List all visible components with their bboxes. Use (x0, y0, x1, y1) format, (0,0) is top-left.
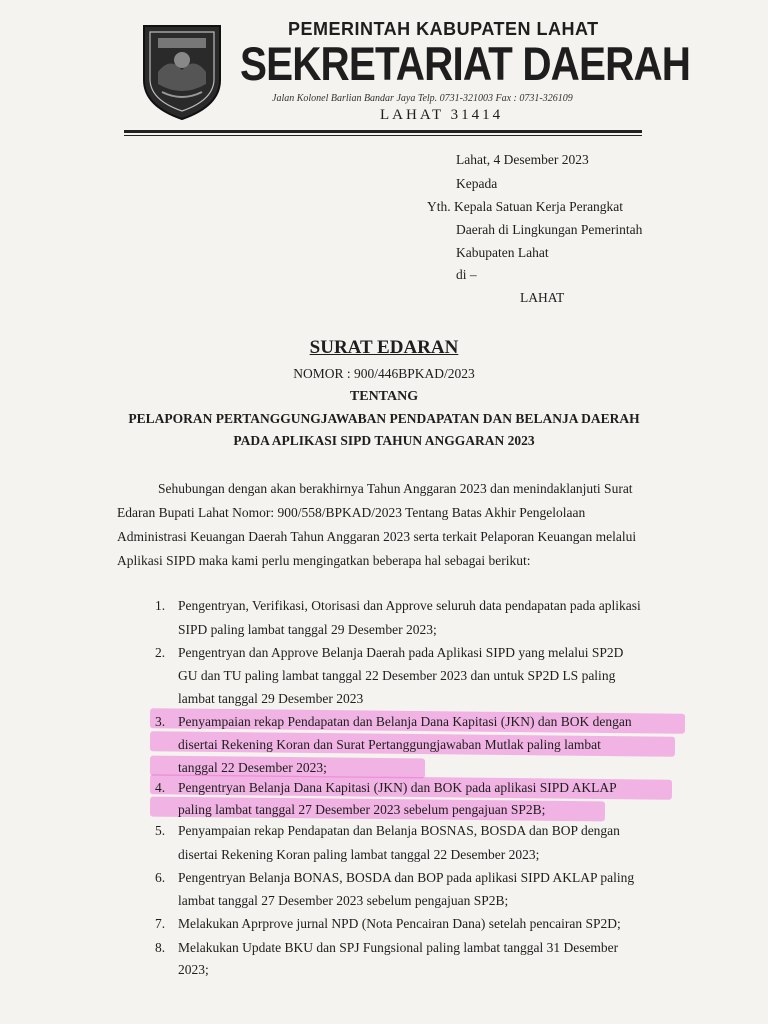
item-5-number: 5. (155, 823, 166, 838)
intro-line-1: Sehubungan dengan akan berakhirnya Tahun Anggaran 2023 dan menindaklanjuti Surat (158, 481, 633, 496)
item-4-line-1: Pengentryan Belanja Dana Kapitasi (JKN) dan BOK pada aplikasi SIPD AKLAP (178, 780, 617, 795)
document-type-text: SURAT EDARAN (309, 337, 459, 358)
document-type-title (0, 337, 768, 359)
item-6-line-2: lambat tanggal 27 Desember 2023 sebelum pengajuan SP2B; (178, 893, 509, 908)
item-7-line-1: Melakukan Aprprove jurnal NPD (Nota Pencairan Dana) setelah pencairan SP2D; (178, 916, 621, 931)
letterhead-rule-thin (124, 135, 642, 136)
city-postal-code: LAHAT 31414 (380, 107, 504, 123)
item-8-line-1: Melakukan Update BKU dan SPJ Fungsional paling lambat tanggal 31 Desember (178, 940, 619, 955)
item-3-number: 3. (155, 714, 166, 729)
item-4-number: 4. (155, 780, 166, 795)
subject-line-2: PADA APLIKASI SIPD TAHUN ANGGARAN 2023 (233, 433, 535, 448)
letterhead-rule-thick (124, 130, 642, 133)
item-1-line-1: Pengentryan, Verifikasi, Otorisasi dan Approve seluruh data pendapatan pada aplikasi (178, 598, 641, 613)
item-4-line-2: paling lambat tanggal 27 Desember 2023 sebelum pengajuan SP2B; (178, 802, 546, 817)
item-3-line-2: disertai Rekening Koran dan Surat Pertanggungjawaban Mutlak paling lambat (178, 737, 601, 752)
intro-line-2: Edaran Bupati Lahat Nomor: 900/558/BPKAD/2023 Tentang Batas Akhir Pengelolaan (117, 505, 586, 520)
item-5-line-1: Penyampaian rekap Pendapatan dan Belanja BOSNAS, BOSDA dan BOP dengan (178, 823, 620, 838)
addressee-line-3: Kabupaten Lahat (456, 245, 549, 260)
tentang-heading: TENTANG (349, 389, 419, 404)
item-8-line-2: 2023; (178, 962, 209, 977)
place-date: Lahat, 4 Desember 2023 (456, 152, 589, 167)
item-3-line-3: tanggal 22 Desember 2023; (178, 760, 327, 775)
addressee-di: di – (456, 267, 477, 282)
item-2-number: 2. (155, 645, 166, 660)
document-number: NOMOR : 900/446BPKAD/2023 (293, 366, 475, 381)
office-address: Jalan Kolonel Barlian Bandar Jaya Telp. 0731-321003 Fax : 0731-326109 (272, 93, 573, 104)
kepada-label: Kepada (456, 176, 498, 191)
item-2-line-2: GU dan TU paling lambat tanggal 22 Desember 2023 dan untuk SP2D LS paling (178, 668, 616, 683)
regency-emblem-icon (140, 22, 224, 122)
item-5-line-2: disertai Rekening Koran paling lambat tanggal 22 Desember 2023; (178, 847, 540, 862)
item-7-number: 7. (155, 916, 166, 931)
item-2-line-1: Pengentryan dan Approve Belanja Daerah pada Aplikasi SIPD yang melalui SP2D (178, 645, 624, 660)
office-name: SEKRETARIAT DAERAH (240, 37, 691, 90)
addressee-line-2: Daerah di Lingkungan Pemerintah (456, 222, 643, 237)
addressee-line-1: Yth. Kepala Satuan Kerja Perangkat (427, 199, 624, 214)
item-2-line-3: lambat tanggal 29 Desember 2023 (178, 691, 364, 706)
intro-line-3: Administrasi Keuangan Daerah Tahun Anggaran 2023 serta terkait Pelaporan Keuangan melalui (117, 529, 637, 544)
item-6-number: 6. (155, 870, 166, 885)
item-6-line-1: Pengentryan Belanja BONAS, BOSDA dan BOP pada aplikasi SIPD AKLAP paling (178, 870, 635, 885)
government-name: PEMERINTAH KABUPATEN LAHAT (288, 19, 599, 39)
item-3-line-1: Penyampaian rekap Pendapatan dan Belanja Dana Kapitasi (JKN) dan BOK dengan (178, 714, 632, 729)
item-1-number: 1. (155, 598, 166, 613)
intro-line-4: Aplikasi SIPD maka kami perlu mengingatkan beberapa hal sebagai berikut: (117, 553, 531, 568)
subject-line-1: PELAPORAN PERTANGGUNGJAWABAN PENDAPATAN DAN BELANJA DAERAH (128, 411, 640, 426)
item-8-number: 8. (155, 940, 166, 955)
item-1-line-2: SIPD paling lambat tanggal 29 Desember 2023; (178, 622, 437, 637)
destination-city: LAHAT (520, 290, 565, 305)
